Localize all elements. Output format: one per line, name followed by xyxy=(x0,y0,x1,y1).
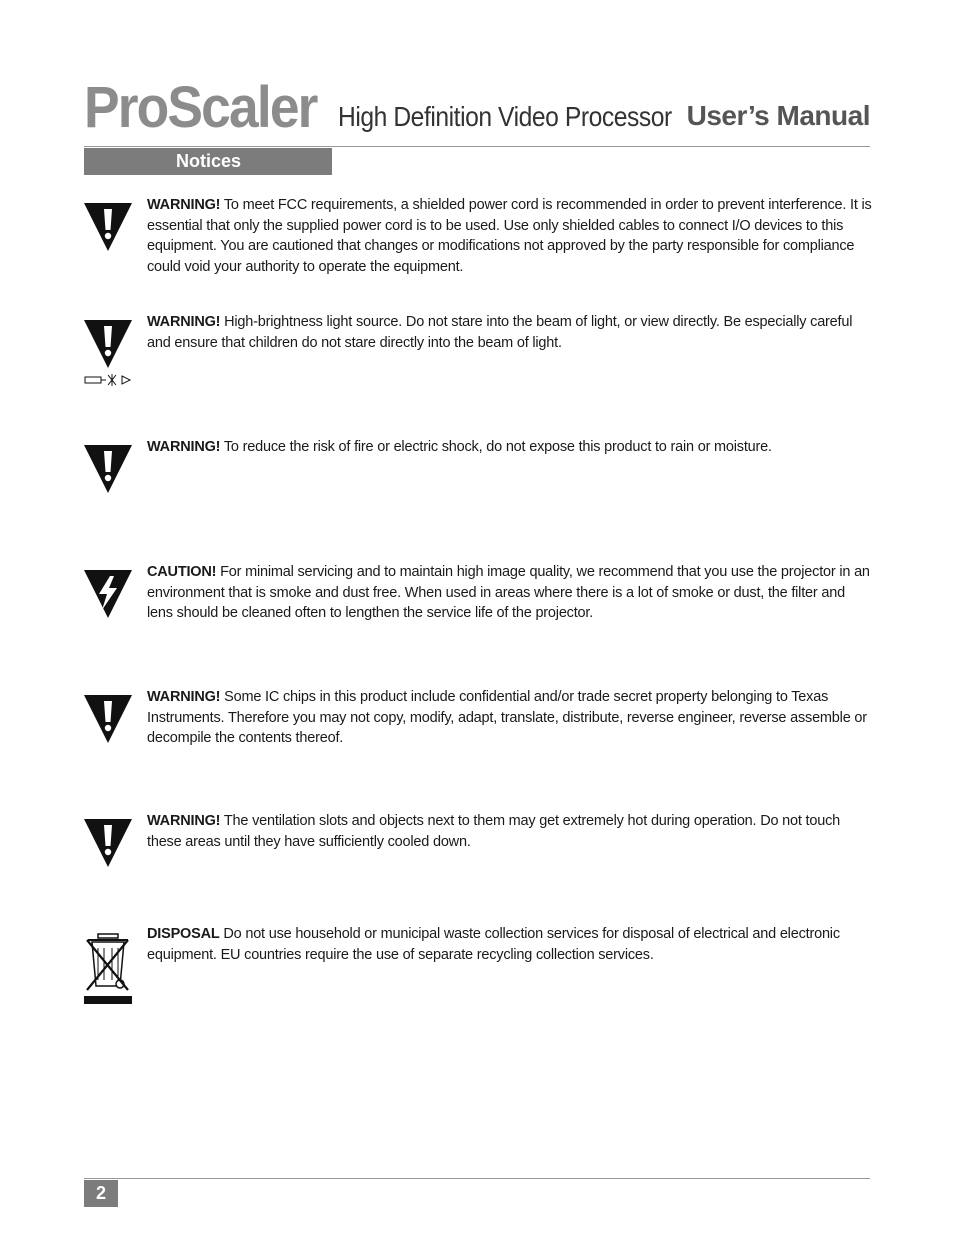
notice-text xyxy=(147,195,873,277)
notice-lead: WARNING! xyxy=(147,314,221,330)
warning-exclamation-icon xyxy=(84,695,132,743)
notice-text xyxy=(147,312,873,353)
manual-title: User’s Manual xyxy=(686,100,870,131)
notice-text xyxy=(147,687,873,749)
notice-lead: WARNING! xyxy=(147,439,221,455)
section-title: Notices xyxy=(176,151,242,171)
lightning-caution-icon xyxy=(84,570,132,618)
header-divider xyxy=(84,146,870,147)
notice-text xyxy=(147,562,873,624)
notice-lead: WARNING! xyxy=(147,813,221,829)
crossed-out-bin-icon xyxy=(84,932,132,1006)
notice-body: Some IC chips in this product include confidential and/or trade secret property belonging to Texas Instruments. Therefore you may not copy, modify, adapt, translate, distribute, reverse engineer, reverse assemble or decompile the contents thereof. xyxy=(147,689,867,746)
warning-exclamation-icon xyxy=(84,445,132,493)
notice-body: To reduce the risk of fire or electric shock, do not expose this product to rain or moisture. xyxy=(220,439,772,455)
notice-body: The ventilation slots and objects next to them may get extremely hot during operation. Do not touch these areas until they have sufficiently cooled down. xyxy=(147,813,841,850)
product-subtitle: High Definition Video Processor xyxy=(338,101,672,132)
brand-logo: ProScaler xyxy=(84,75,317,140)
notice-lead: DISPOSAL xyxy=(147,926,220,942)
notice-lead: WARNING! xyxy=(147,689,221,705)
light-source-warning-icon xyxy=(84,320,132,388)
page-header xyxy=(84,75,870,146)
notice-body: High-brightness light source. Do not stare into the beam of light, or view directly. Be especially careful and ensure that children do not stare directly into the beam of light. xyxy=(147,314,853,351)
notice-body: For minimal servicing and to maintain high image quality, we recommend that you use the projector in an environment that is smoke and dust free. When used in areas where there is a lot of smoke or dust, the filter and lens should be cleaned often to lengthen the service life of the projector. xyxy=(147,564,870,621)
page-number: 2 xyxy=(84,1180,118,1207)
section-heading xyxy=(84,148,332,175)
notice-text xyxy=(147,811,873,852)
notice-text xyxy=(147,437,873,458)
notice-body: Do not use household or municipal waste collection services for disposal of electrical and electronic equipment. EU countries require the use of separate recycling collection services. xyxy=(147,926,840,963)
warning-exclamation-icon xyxy=(84,819,132,867)
notice-text xyxy=(147,924,873,965)
warning-exclamation-icon xyxy=(84,203,132,251)
notice-lead: CAUTION! xyxy=(147,564,217,580)
notice-body: To meet FCC requirements, a shielded power cord is recommended in order to prevent interference. It is essential that only the supplied power cord is to be used. Use only shielded cables to connect I/O devices to this equipment. You are cautioned that changes or modifications not approved by the party responsible for compliance could void your authority to operate the equipment. xyxy=(147,197,872,275)
notice-lead: WARNING! xyxy=(147,197,221,213)
footer-divider xyxy=(84,1178,870,1179)
